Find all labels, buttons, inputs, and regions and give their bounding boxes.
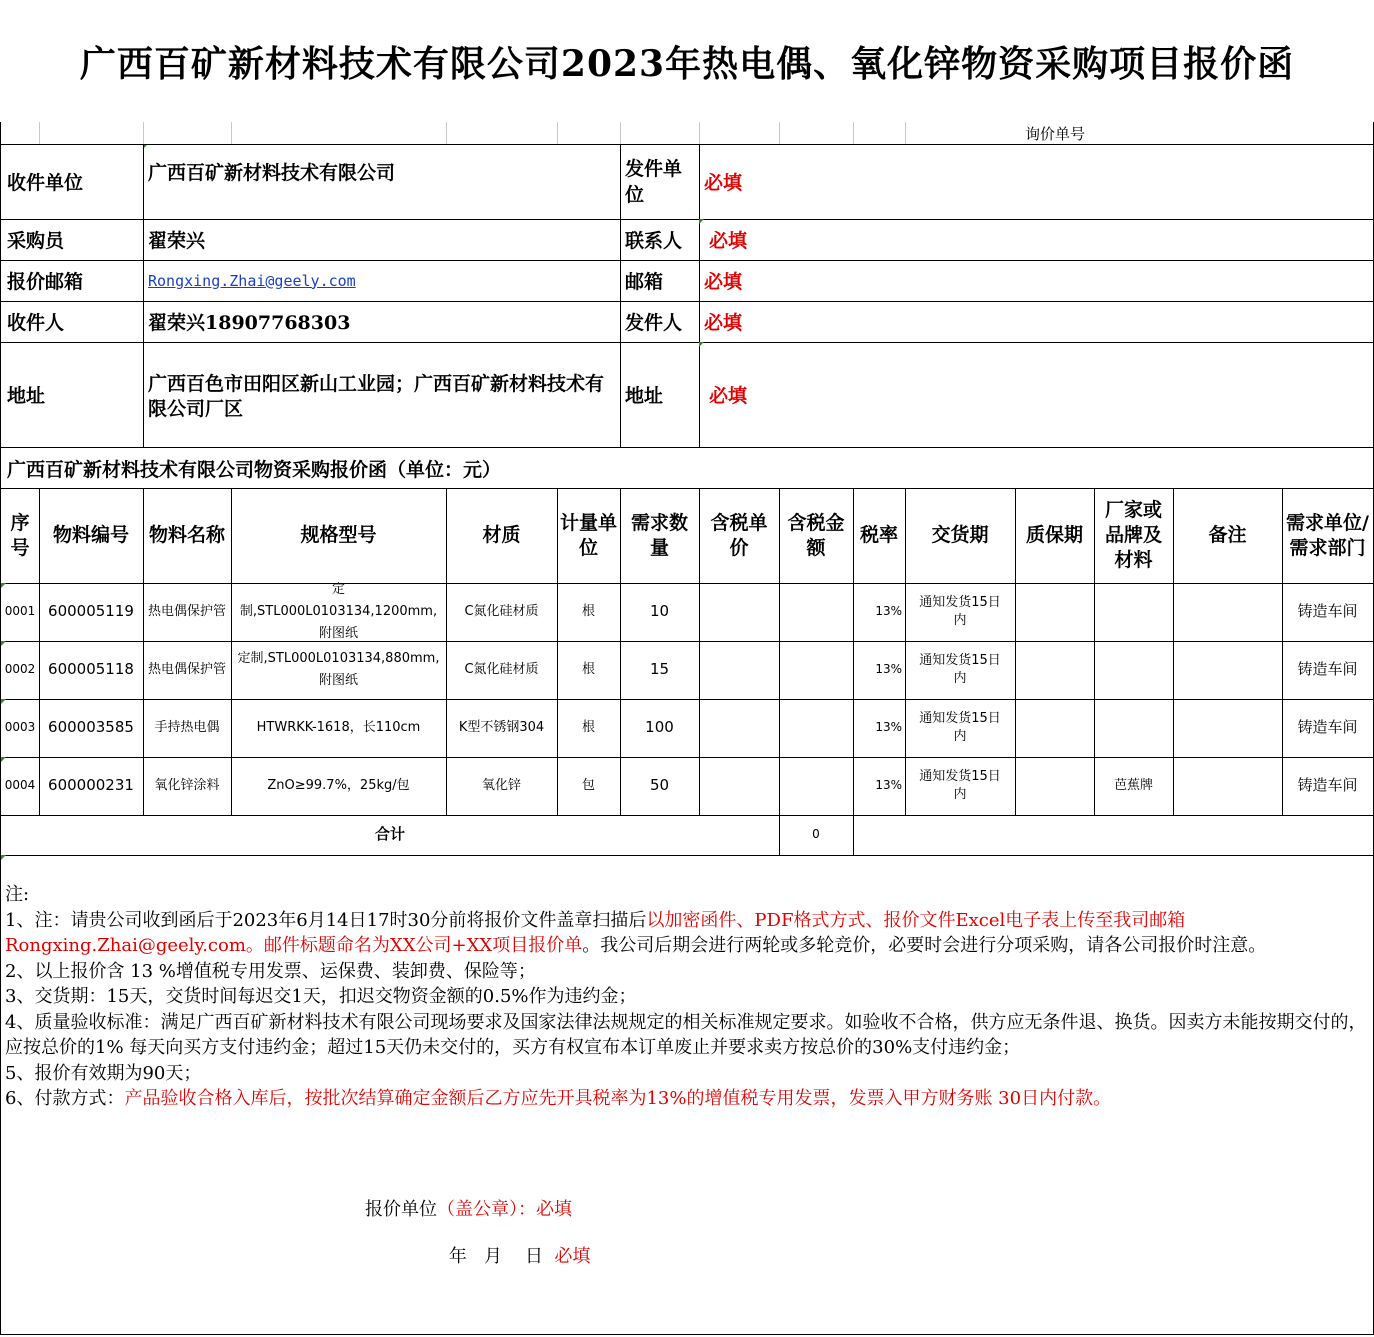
row3-remark-input[interactable]: [1173, 699, 1282, 757]
col-header-tax: 税率: [859, 524, 898, 547]
row1-warranty-input[interactable]: [1015, 583, 1094, 641]
sign-date-label: 年 月 日: [448, 1246, 543, 1267]
sign-date-input[interactable]: 必填: [554, 1246, 591, 1267]
row1-name: 热电偶保护管: [147, 603, 226, 619]
row4-remark-input[interactable]: [1173, 757, 1282, 815]
note-1: [5, 908, 1371, 959]
row4-warranty-input[interactable]: [1015, 757, 1094, 815]
sign-unit-label: 报价单位: [365, 1199, 437, 1220]
row2-delivery: 通知发货15日内: [919, 653, 1001, 686]
note-1-c: 。我公司后期会进行两轮或多轮竞价，必要时会进行分项采购，请各公司报价时注意。: [582, 935, 1267, 956]
row4-code: 600000231: [48, 776, 134, 795]
send-unit-label: 发件单位: [625, 158, 683, 206]
note-2: 2、以上报价含 13 %增值税专用发票、运保费、装卸费、保险等；: [5, 960, 536, 982]
row1-delivery: 通知发货15日内: [919, 595, 1001, 628]
row1-no: 0001: [4, 604, 36, 619]
row2-name: 热电偶保护管: [147, 661, 226, 677]
sign-unit-input[interactable]: 必填: [536, 1199, 572, 1220]
row3-code: 600003585: [48, 718, 134, 737]
col-header-qty: 需求数量: [630, 511, 688, 559]
col-header-material: 材质: [482, 524, 521, 547]
row2-material: C氮化硅材质: [464, 661, 539, 677]
row1-dept: 铸造车间: [1297, 602, 1358, 621]
row2-unit: 根: [581, 661, 595, 677]
note-1-b: 以加密函件、PDF格式方式、报价文件Excel电子表上传至我司邮箱Rongxing.Zhai@geely.com。邮件标题命名为XX公司+XX项目报价单: [5, 909, 1186, 956]
row2-amount: [779, 641, 853, 699]
col-header-name: 物料名称: [148, 524, 225, 547]
row1-price-input[interactable]: [699, 583, 779, 641]
address-value: 广西百色市田阳区新山工业园；广西百矿新材料技术有限公司厂区: [148, 373, 605, 420]
row3-delivery: 通知发货15日内: [919, 711, 1001, 744]
row3-dept: 铸造车间: [1297, 718, 1358, 737]
row2-price-input[interactable]: [699, 641, 779, 699]
row4-tax: 13%: [875, 778, 902, 793]
recv-unit-value: 广西百矿新材料技术有限公司: [148, 162, 396, 184]
row3-unit: 根: [581, 719, 595, 735]
row1-tax: 13%: [875, 604, 902, 619]
col-header-code: 物料编号: [52, 524, 129, 547]
col-header-dept: 需求单位/需求部门: [1286, 511, 1369, 559]
row3-brand-input[interactable]: [1094, 699, 1173, 757]
email-label: 报价邮箱: [7, 271, 84, 293]
row4-dept: 铸造车间: [1297, 776, 1358, 795]
page-title: 广西百矿新材料技术有限公司2023年热电偶、氧化锌物资采购项目报价函: [79, 43, 1295, 85]
row1-spec: 定制,STL000L0103134,1200mm,附图纸: [239, 582, 438, 641]
row2-code: 600005118: [48, 660, 134, 679]
row1-code: 600005119: [48, 602, 134, 621]
row1-remark-input[interactable]: [1173, 583, 1282, 641]
section-title: 广西百矿新材料技术有限公司物资采购报价函（单位：元）: [7, 458, 502, 481]
note-4: 4、质量验收标准：满足广西百矿新材料技术有限公司现场要求及国家法律法规规定的相关标准规定要求。如验收不合格，供方应无条件退、换货。因卖方未能按期交付的，应按总价的1% 每天向买方支付违约金；超过15天仍未交付的，买方有权宣布本订单废止并要求卖方按总价的30%支付违约金；: [5, 1011, 1367, 1058]
row1-qty: 10: [649, 602, 670, 621]
note-5: 5、报价有效期为90天；: [5, 1062, 202, 1084]
sign-stamp: （盖公章）：: [437, 1199, 536, 1220]
sign-unit-line: [365, 1195, 572, 1221]
buyer-label: 采购员: [7, 230, 65, 252]
col-header-unit: 计量单位: [560, 511, 618, 559]
note-6-b: 产品验收合格入库后，按批次结算确定金额后乙方应先开具税率为13%的增值税专用发票，发票入甲方财务账 30日内付款。: [124, 1088, 1112, 1109]
row4-qty: 50: [649, 776, 670, 795]
row2-spec: 定制,STL000L0103134,880mm,附图纸: [237, 651, 440, 688]
row2-warranty-input[interactable]: [1015, 641, 1094, 699]
col-header-spec: 规格型号: [300, 524, 377, 547]
row2-qty: 15: [649, 660, 670, 679]
row4-spec: ZnO≥99.7%，25kg/包: [267, 777, 410, 793]
row4-no: 0004: [4, 778, 36, 793]
col-header-delivery: 交货期: [931, 524, 989, 547]
row4-amount: [779, 757, 853, 815]
address2-label: 地址: [625, 385, 664, 407]
row1-brand-input[interactable]: [1094, 583, 1173, 641]
note-6-a: 6、付款方式：: [5, 1088, 125, 1109]
row1-unit: 根: [581, 603, 595, 619]
inquiry-no-label: 询价单号: [1024, 125, 1085, 143]
email-link[interactable]: Rongxing.Zhai@geely.com: [148, 271, 356, 290]
quotation-sheet: [0, 122, 1374, 1335]
note-6: [5, 1086, 1371, 1112]
sign-date-line: [426, 1221, 590, 1289]
row4-price-input[interactable]: [699, 757, 779, 815]
row4-brand-input[interactable]: 芭蕉牌: [1113, 777, 1153, 793]
col-header-amount: 含税金额: [787, 511, 845, 559]
total-value: 0: [812, 827, 820, 842]
row2-dept: 铸造车间: [1297, 660, 1358, 679]
row3-no: 0003: [4, 720, 36, 735]
row3-material: K型不锈钢304: [458, 719, 545, 735]
notes-heading: 注:: [5, 884, 30, 905]
sender-input[interactable]: 必填: [704, 312, 743, 334]
col-header-warranty: 质保期: [1025, 524, 1083, 547]
row2-tax: 13%: [875, 662, 902, 677]
total-label: 合计: [374, 825, 405, 844]
row3-spec: HTWRKK-1618，长110cm: [256, 719, 421, 735]
note-1-a: 1、注：请贵公司收到函后于2023年6月14日17时30分前将报价文件盖章扫描后: [5, 909, 647, 931]
buyer-value: 翟荣兴: [148, 230, 206, 252]
row3-price-input[interactable]: [699, 699, 779, 757]
sender-label: 发件人: [625, 312, 683, 334]
col-header-brand: 厂家或品牌及材料: [1104, 499, 1162, 571]
row1-amount: [779, 583, 853, 641]
row2-remark-input[interactable]: [1173, 641, 1282, 699]
row4-unit: 包: [581, 777, 595, 793]
row4-name: 氧化锌涂料: [154, 777, 220, 793]
row3-qty: 100: [645, 718, 674, 737]
row3-amount: [779, 699, 853, 757]
col-header-remark: 备注: [1208, 524, 1247, 547]
row3-warranty-input[interactable]: [1015, 699, 1094, 757]
row3-tax: 13%: [875, 720, 902, 735]
row4-material: 氧化锌: [481, 777, 521, 793]
mail-label: 邮箱: [625, 271, 664, 293]
row1-material: C氮化硅材质: [464, 603, 539, 619]
recv-unit-label: 收件单位: [7, 172, 84, 194]
row2-brand-input[interactable]: [1094, 641, 1173, 699]
receiver-value: 翟荣兴18907768303: [148, 312, 351, 334]
receiver-label: 收件人: [7, 312, 65, 334]
send-unit-input[interactable]: 必填: [704, 172, 743, 194]
notes-block: [5, 882, 1371, 1112]
contact-label: 联系人: [625, 230, 683, 252]
note-3: 3、交货期：15天，交货时间每迟交1天，扣迟交物资金额的0.5%作为违约金；: [5, 986, 637, 1007]
col-header-price: 含税单价: [710, 511, 768, 559]
mail-input[interactable]: 必填: [704, 271, 743, 293]
row3-name: 手持热电偶: [154, 719, 220, 735]
address-label: 地址: [7, 385, 46, 407]
row2-no: 0002: [4, 662, 36, 677]
col-header-no: 序号: [10, 511, 30, 559]
contact-input[interactable]: 必填: [709, 230, 748, 252]
row4-delivery: 通知发货15日内: [919, 769, 1001, 802]
address2-input[interactable]: 必填: [709, 385, 748, 407]
